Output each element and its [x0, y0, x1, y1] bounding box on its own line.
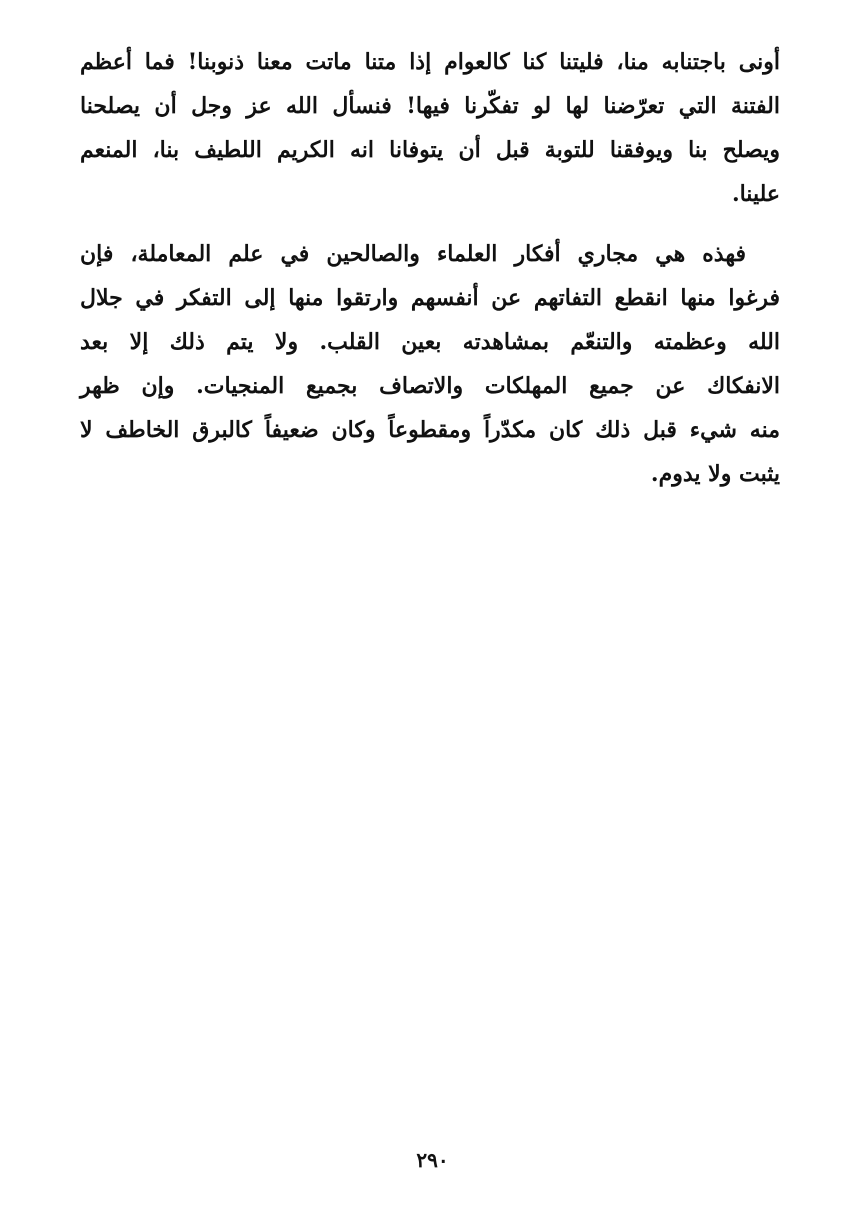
text-line: فهذه هي مجاري أفكار العلماء والصالحين في علم المعاملة، فإن: [80, 241, 746, 267]
text-line: يثبت ولا يدوم.: [650, 461, 780, 487]
text-line: الفتنة التي تعرّضنا لها لو تفكّرنا فيها! فنسأل الله عز وجل أن يصلحنا: [80, 93, 780, 119]
paragraph-2: [80, 232, 780, 496]
text-line: ويصلح بنا ويوفقنا للتوبة قبل أن يتوفانا انه الكريم اللطيف بنا، المنعم: [80, 137, 780, 163]
body-text: [80, 40, 780, 496]
text-line: الله وعظمته والتنعّم بمشاهدته بعين القلب. ولا يتم ذلك إلا بعد: [80, 329, 780, 355]
text-line: منه شيء قبل ذلك كان مكدّراً ومقطوعاً وكان ضعيفاً كالبرق الخاطف لا: [80, 417, 780, 443]
page-number: ٢٩٠: [416, 1148, 449, 1172]
paragraph-1: [80, 40, 780, 216]
text-line: فرغوا منها انقطع التفاتهم عن أنفسهم وارتقوا منها إلى التفكر في جلال: [80, 285, 780, 311]
text-line: الانفكاك عن جميع المهلكات والاتصاف بجميع المنجيات. وإن ظهر: [80, 373, 780, 399]
text-line: علينا.: [731, 181, 780, 207]
text-line: أونى باجتنابه منا، فليتنا كنا كالعوام إذا متنا ماتت معنا ذنوبنا! فما أعظم: [80, 49, 780, 75]
